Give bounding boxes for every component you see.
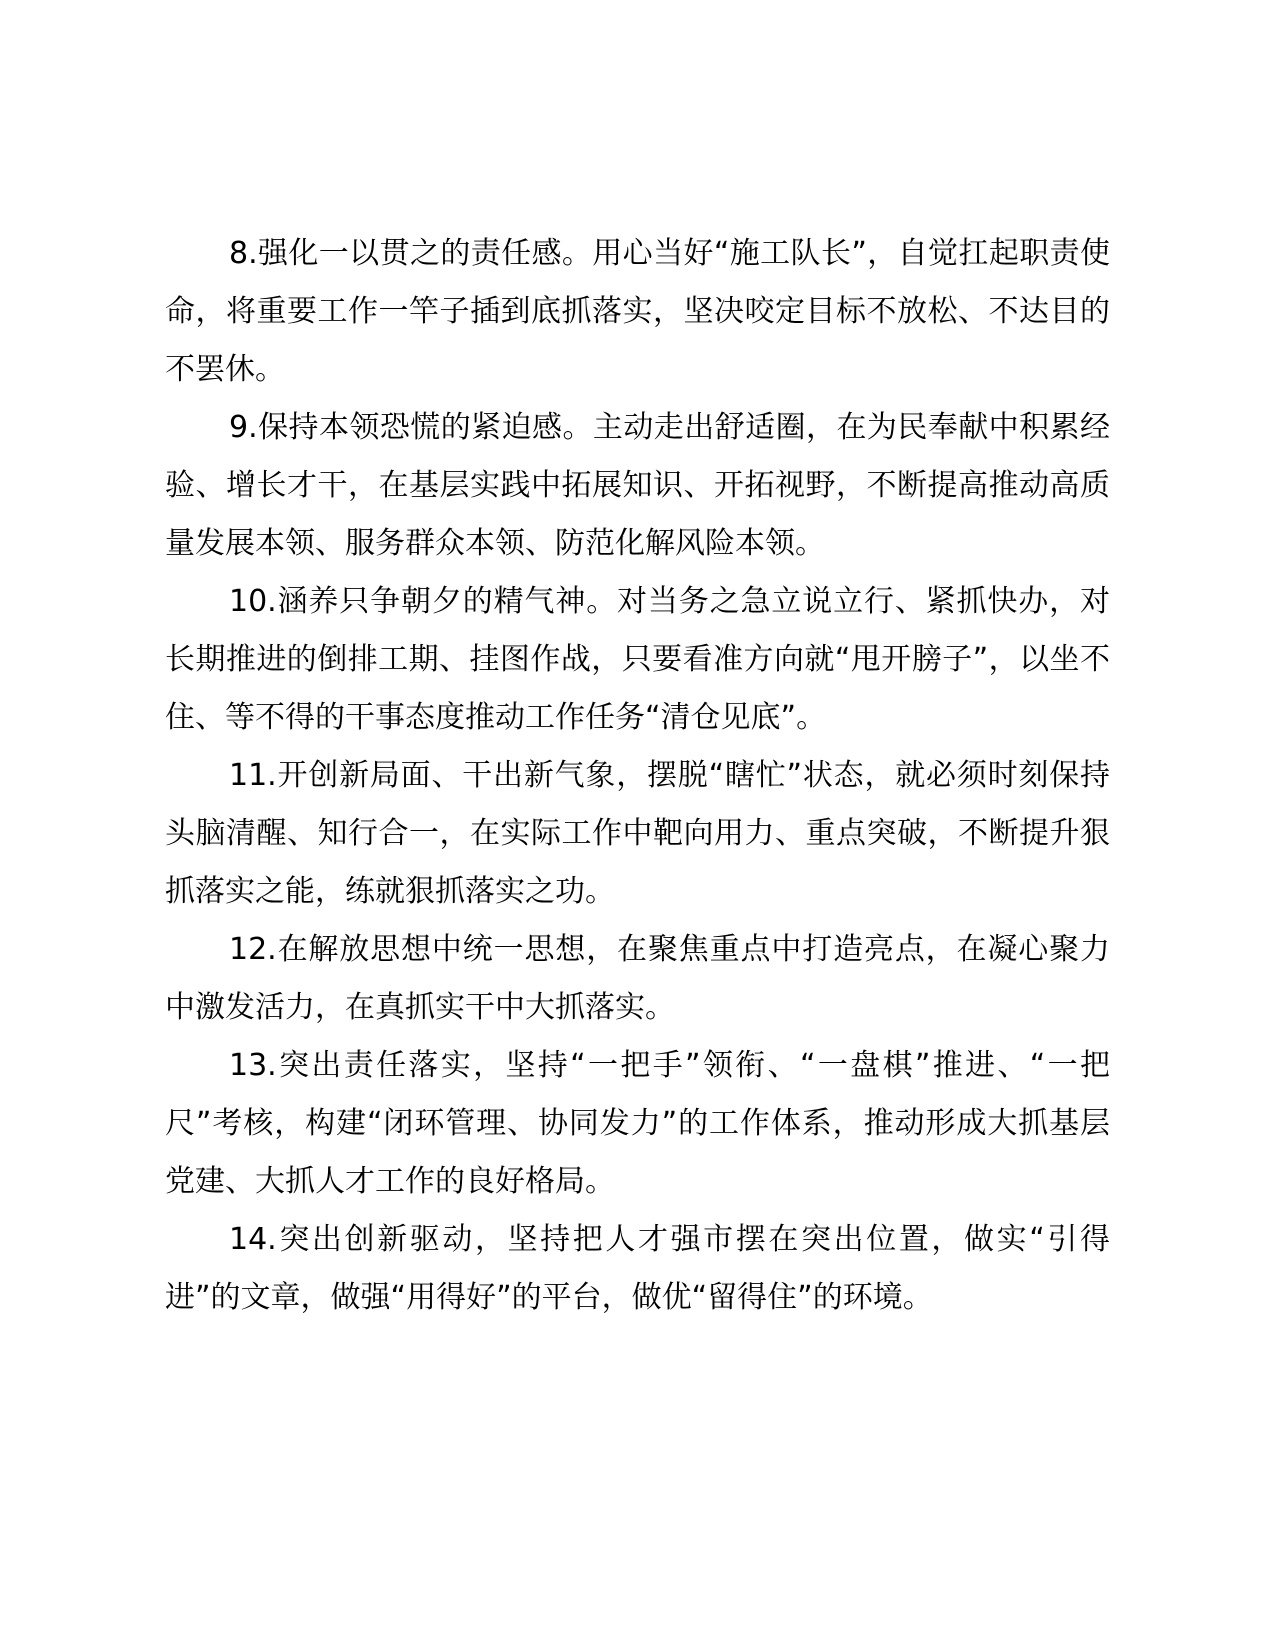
paragraph-10: 10.涵养只争朝夕的精气神。对当务之急立说立行、紧抓快办，对长期推进的倒排工期、挂图作战，只要看准方向就“甩开膀子”，以坐不住、等不得的干事态度推动工作任务“清仓见底”。 [165, 584, 1110, 735]
paragraph-13: 13.突出责任落实，坚持“一把手”领衔、“一盘棋”推进、“一把尺”考核，构建“闭环管理、协同发力”的工作体系，推动形成大抓基层党建、大抓人才工作的良好格局。 [165, 1048, 1110, 1199]
document-body [165, 225, 1110, 1327]
paragraph-8: 8.强化一以贯之的责任感。用心当好“施工队长”，自觉扛起职责使命，将重要工作一竿子插到底抓落实，坚决咬定目标不放松、不达目的不罢休。 [165, 236, 1110, 387]
paragraph-12: 12.在解放思想中统一思想，在聚焦重点中打造亮点，在凝心聚力中激发活力，在真抓实干中大抓落实。 [165, 932, 1110, 1025]
paragraph-9: 9.保持本领恐慌的紧迫感。主动走出舒适圈，在为民奉献中积累经验、增长才干，在基层实践中拓展知识、开拓视野，不断提高推动高质量发展本领、服务群众本领、防范化解风险本领。 [165, 410, 1110, 561]
paragraph-14: 14.突出创新驱动，坚持把人才强市摆在突出位置，做实“引得进”的文章，做强“用得好”的平台，做优“留得住”的环境。 [165, 1222, 1110, 1315]
paragraph-11: 11.开创新局面、干出新气象，摆脱“瞎忙”状态，就必须时刻保持头脑清醒、知行合一，在实际工作中靶向用力、重点突破，不断提升狠抓落实之能，练就狠抓落实之功。 [165, 758, 1110, 909]
